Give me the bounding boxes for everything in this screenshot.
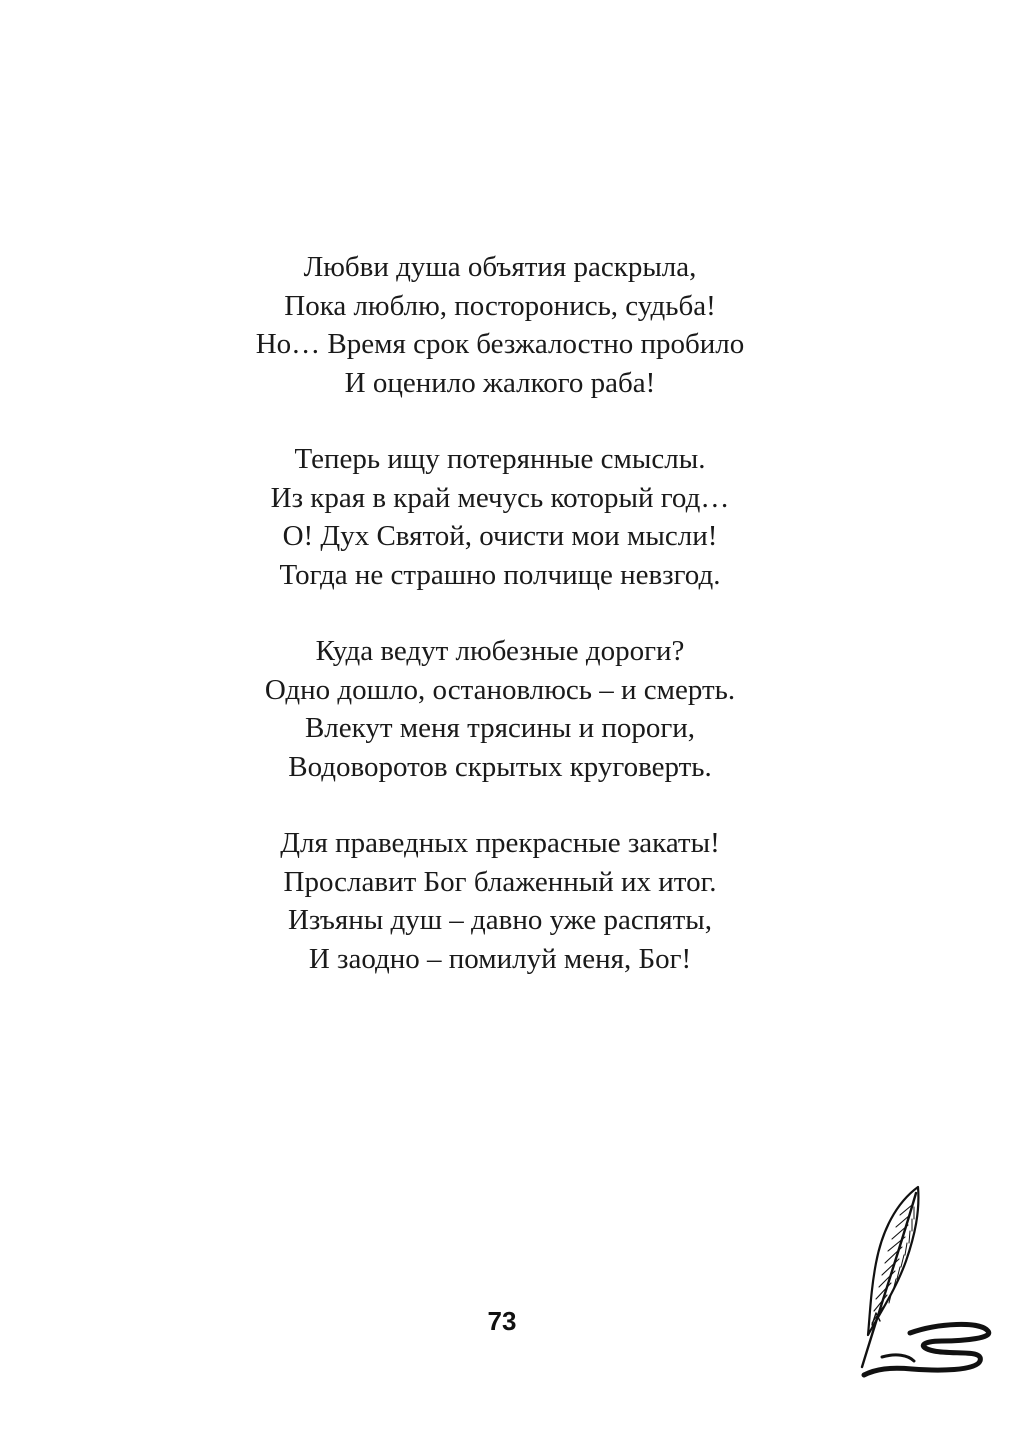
poem-line: Из края в край мечусь который год…: [270, 481, 730, 514]
poem-line: Любви душа объятия раскрыла,: [303, 251, 697, 283]
poem-line: Теперь ищу потерянные смыслы.: [294, 443, 706, 475]
poem-line: Пока люблю, посторонись, судьба!: [284, 289, 716, 322]
stanza-1: [0, 248, 1000, 402]
poem-line: Водоворотов скрытых круговерть.: [288, 750, 712, 783]
poem: [0, 248, 1000, 978]
poem-line: Одно дошло, остановлюсь – и смерть.: [264, 673, 736, 706]
page-number: 73: [487, 1306, 517, 1336]
poem-line: Куда ведут любезные дороги?: [315, 635, 685, 667]
poem-line: Тогда не страшно полчище невзгод.: [279, 558, 721, 591]
stanza-3: [0, 632, 1000, 786]
poem-line: Изъяны душ – давно уже распяты,: [287, 904, 713, 936]
poem-line: Влекут меня трясины и пороги,: [304, 712, 696, 744]
poem-line: Но… Время срок безжалостно пробило: [255, 328, 745, 360]
quill-pen-icon: [852, 1185, 1002, 1385]
poem-line: И заодно – помилуй меня, Бог!: [308, 942, 692, 975]
poem-line: И оценило жалкого раба!: [344, 366, 656, 399]
stanza-2: [0, 440, 1000, 594]
poem-line: Прославит Бог блаженный их итог.: [283, 865, 717, 898]
stanza-4: [0, 824, 1000, 978]
poem-line: Для праведных прекрасные закаты!: [280, 827, 720, 859]
poem-line: О! Дух Святой, очисти мои мысли!: [282, 520, 718, 552]
